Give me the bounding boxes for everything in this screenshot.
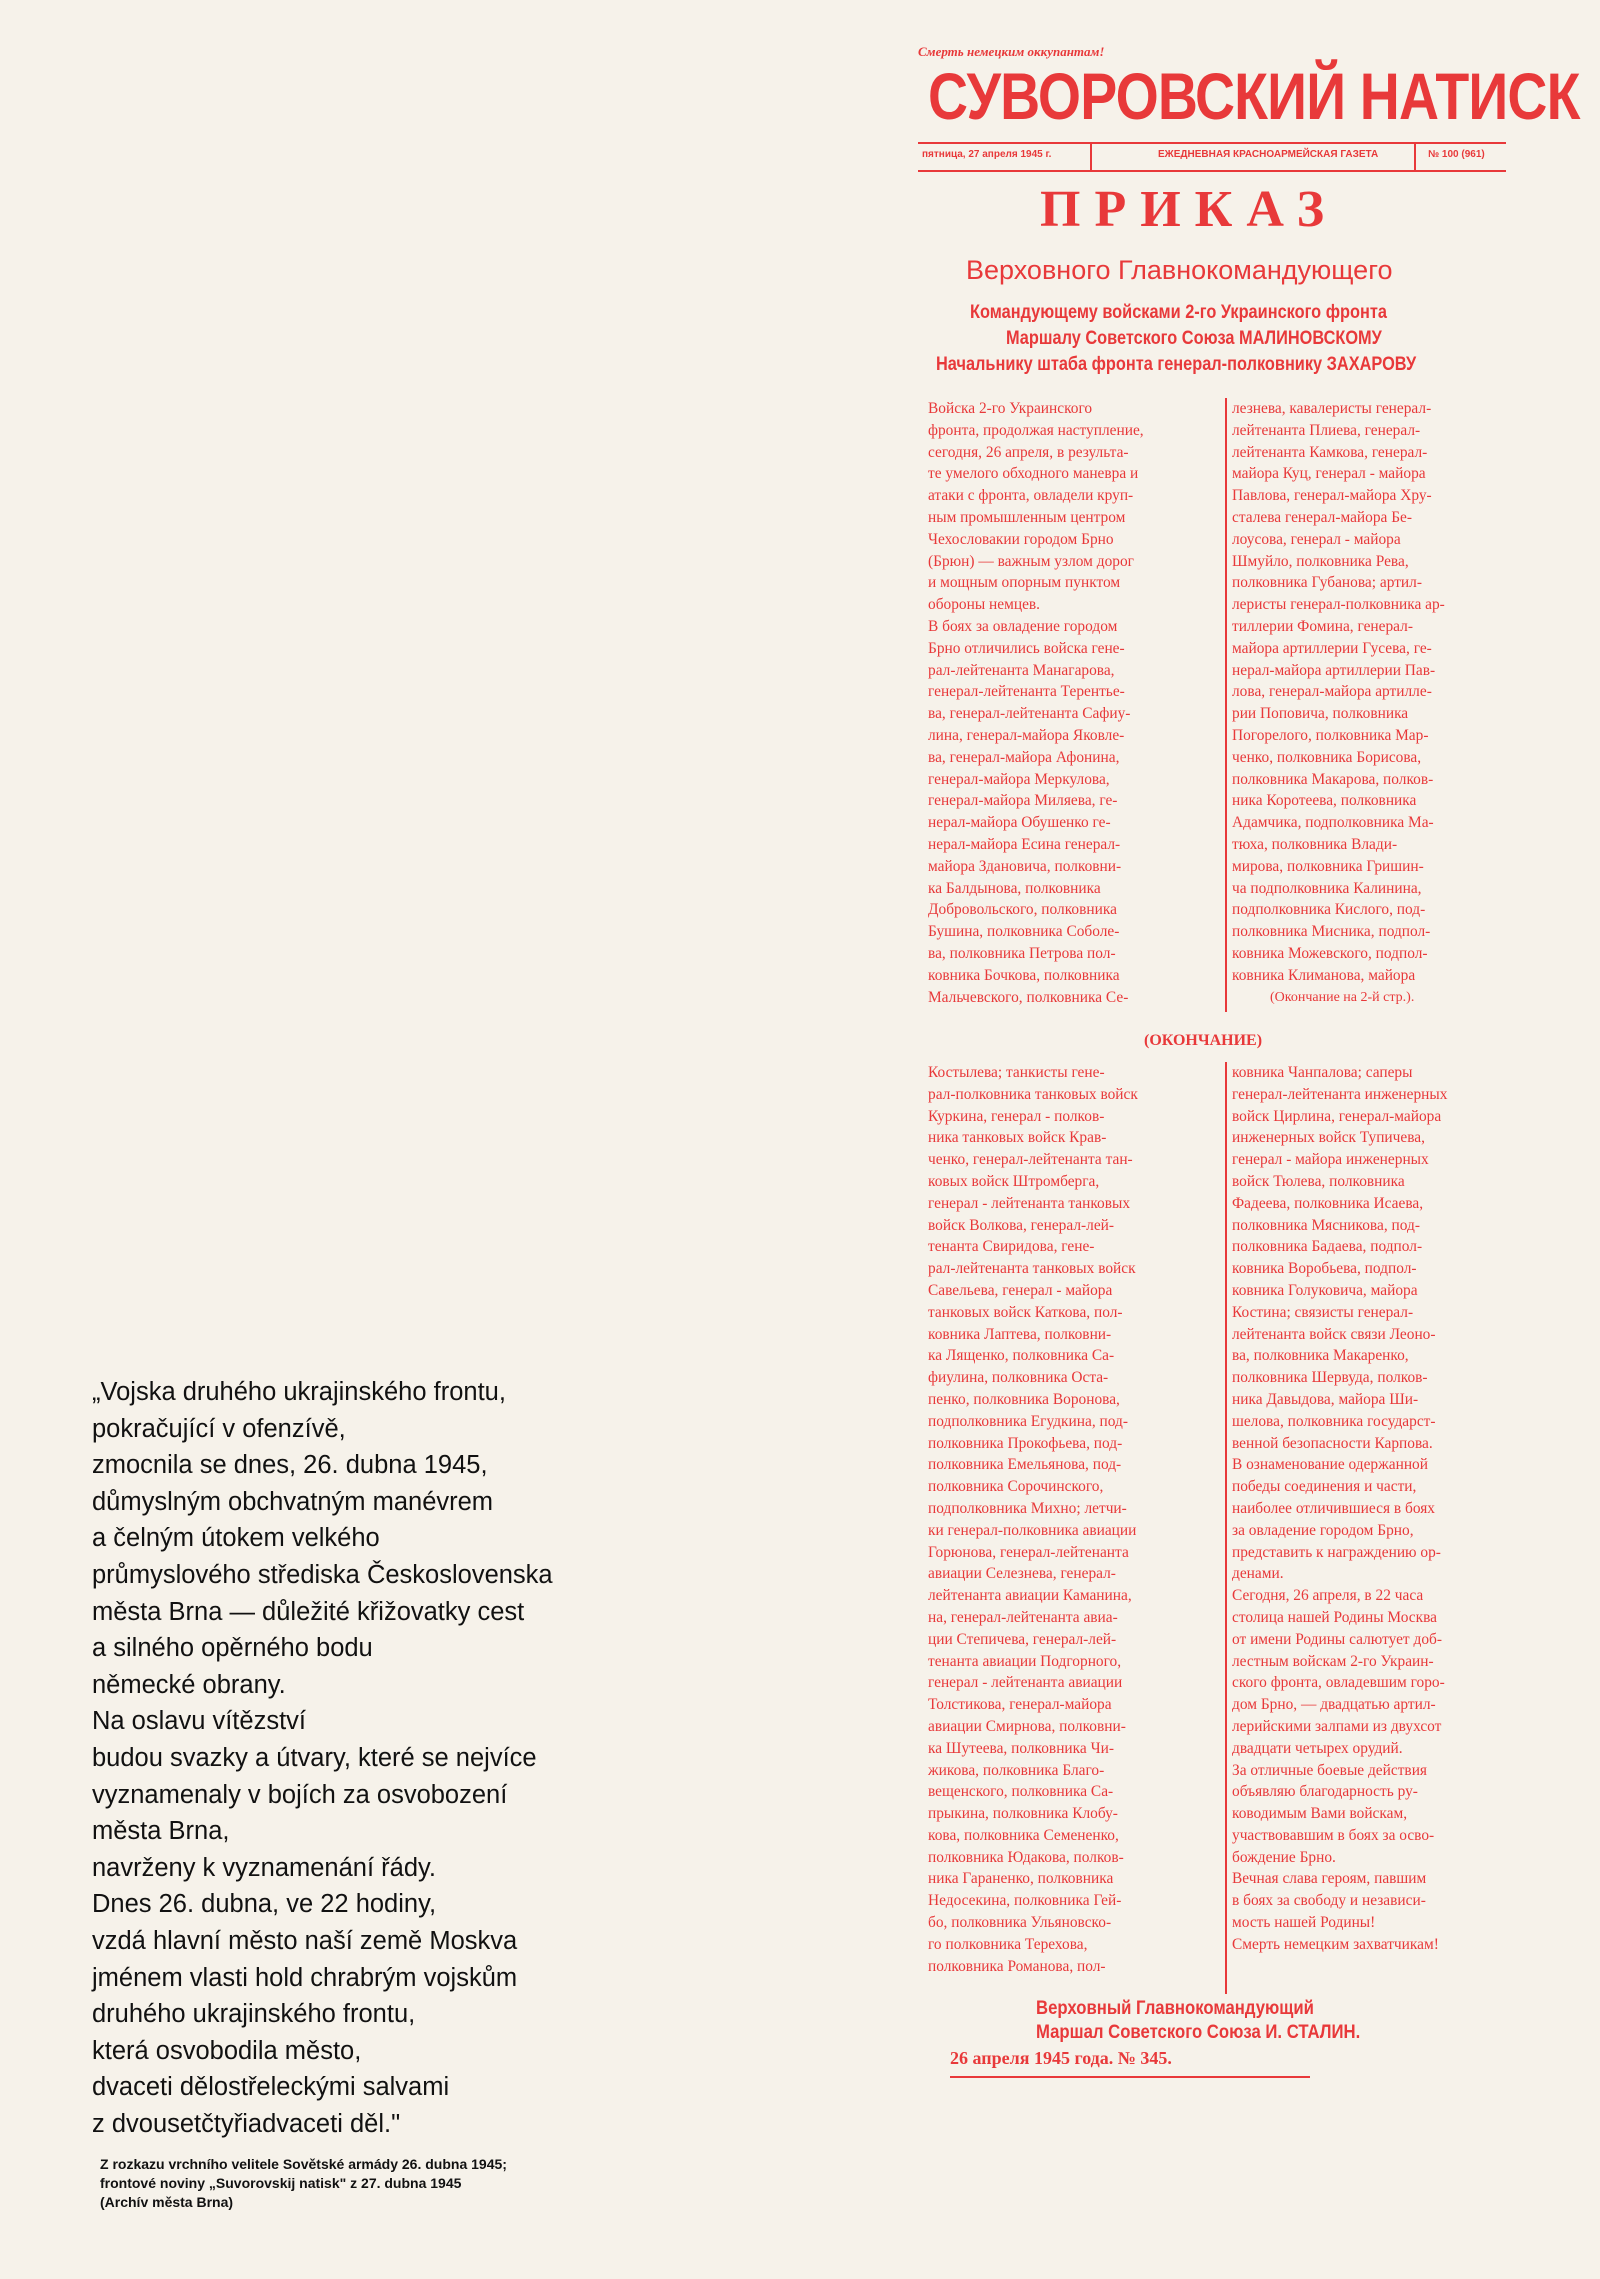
text-line: фронта, продолжая наступление, xyxy=(928,421,1144,439)
slogan: Смерть немецким оккупантам! xyxy=(918,44,1105,59)
ending-label: (ОКОНЧАНИЕ) xyxy=(1144,1032,1263,1049)
text-line: ченко, генерал-лейтенанта тан- xyxy=(928,1151,1133,1169)
text-line: Смерть немецким захватчикам! xyxy=(1232,1935,1439,1953)
text-line: Адамчика, подполковника Ма- xyxy=(1232,814,1434,832)
text-line: подполковника Михно; летчи- xyxy=(928,1499,1127,1517)
text-line: ченко, полковника Борисова, xyxy=(1232,748,1422,766)
text-line: рии Поповича, полковника xyxy=(1232,705,1409,723)
text-line: генерал-лейтенанта Терентье- xyxy=(928,683,1125,701)
text-line: генерал-лейтенанта инженерных xyxy=(1232,1085,1448,1103)
text-line: полковника Макарова, полков- xyxy=(1232,770,1434,788)
column-4 xyxy=(1232,1062,1447,1956)
text-line: на, генерал-лейтенанта авиа- xyxy=(928,1608,1118,1626)
text-line: генерал - майора инженерных xyxy=(1232,1151,1429,1169)
text-line: Брно отличились войска гене- xyxy=(928,639,1125,657)
text-line: фиулина, полковника Оста- xyxy=(928,1369,1109,1387)
text-line: лова, генерал-майора артилле- xyxy=(1232,683,1432,701)
text-line: наиболее отличившиеся в боях xyxy=(1232,1499,1435,1517)
text-line: лейтенанта войск связи Леоно- xyxy=(1232,1325,1436,1343)
text-line: авиации Селезнева, генерал- xyxy=(928,1565,1116,1583)
text-line: В ознаменование одержанной xyxy=(1232,1456,1428,1474)
text-line: рал-лейтенанта Манагарова, xyxy=(928,661,1115,679)
quote-line: a silného opěrného bodu xyxy=(92,1634,373,1663)
order-date: 26 апреля 1945 года. № 345. xyxy=(950,2048,1172,2068)
text-line: лейтенанта Плиева, генерал- xyxy=(1232,421,1421,439)
continued-note: (Окончание на 2-й стр.). xyxy=(1270,990,1415,1005)
text-line: ка Лященко, полковника Са- xyxy=(928,1347,1115,1365)
caption-line: frontové noviny „Suvorovskij natisk" z 27. dubna 1945 xyxy=(100,2175,462,2191)
text-line: вещенского, полковника Са- xyxy=(928,1783,1114,1801)
text-line: лоусова, генерал - майора xyxy=(1232,530,1401,548)
issue-divider xyxy=(1414,144,1416,170)
quote-line: navrženy k vyznamenání řády. xyxy=(92,1853,436,1882)
text-line: подполковника Егудкина, под- xyxy=(928,1412,1128,1430)
text-line: ции Степичева, генерал-лей- xyxy=(928,1630,1117,1648)
text-line: Вечная слава героям, павшим xyxy=(1232,1870,1427,1888)
text-line: ва, генерал-майора Афонина, xyxy=(928,748,1120,766)
text-line: дом Брно, — двадцатью артил- xyxy=(1232,1696,1436,1714)
text-line: полковника Юдакова, полков- xyxy=(928,1848,1124,1866)
text-line: Сегодня, 26 апреля, в 22 часа xyxy=(1232,1587,1424,1605)
text-line: от имени Родины салютует доб- xyxy=(1232,1630,1442,1648)
text-line: тиллерии Фомина, генерал- xyxy=(1232,617,1413,635)
text-line: инженерных войск Тупичева, xyxy=(1232,1129,1425,1147)
subheading: Верховного Главнокомандующего xyxy=(966,255,1393,285)
quote-line: budou svazky a útvary, které se nejvíce xyxy=(92,1743,537,1772)
text-line: жикова, полковника Благо- xyxy=(928,1761,1105,1779)
quote-line: Na oslavu vítězství xyxy=(92,1707,306,1736)
text-line: полковника Мясникова, под- xyxy=(1232,1216,1420,1234)
signature-line: Верховный Главнокомандующий xyxy=(1036,1998,1314,2019)
text-line: пенко, полковника Воронова, xyxy=(928,1390,1120,1408)
text-line: ковника Можевского, подпол- xyxy=(1232,944,1428,962)
quote-line: zmocnila se dnes, 26. dubna 1945, xyxy=(92,1451,488,1480)
text-line: полковника Емельянова, под- xyxy=(928,1456,1122,1474)
text-line: сталева генерал-майора Бе- xyxy=(1232,508,1413,526)
text-line: Чехословакии городом Брно xyxy=(928,530,1114,548)
quote-line: vzdá hlavní město naší země Moskva xyxy=(92,1926,518,1955)
text-line: ника Давыдова, майора Ши- xyxy=(1232,1390,1419,1408)
text-line: представить к награждению ор- xyxy=(1232,1543,1441,1561)
text-line: прыкина, полковника Клобу- xyxy=(928,1805,1118,1823)
text-line: мость нашей Родины! xyxy=(1232,1914,1376,1932)
quote-line: města Brna, xyxy=(92,1817,230,1846)
text-line: Недосекина, полковника Гей- xyxy=(928,1892,1122,1910)
text-line: За отличные боевые действия xyxy=(1232,1761,1428,1779)
text-line: Бушина, полковника Соболе- xyxy=(928,923,1120,941)
text-line: победы соединения и части, xyxy=(1232,1478,1417,1496)
text-line: Мальчевского, полковника Се- xyxy=(928,988,1129,1006)
text-line: ка Шутеева, полковника Чи- xyxy=(928,1739,1114,1757)
text-line: за овладение городом Брно, xyxy=(1232,1521,1414,1539)
text-line: ковника Чанпалова; саперы xyxy=(1232,1064,1413,1081)
text-line: майора артиллерии Гусева, ге- xyxy=(1232,639,1432,657)
text-line: кова, полковника Семененко, xyxy=(928,1826,1119,1844)
text-line: бо, полковника Ульяновско- xyxy=(928,1914,1112,1932)
text-line: лейтенанта авиации Каманина, xyxy=(928,1587,1132,1605)
text-line: Савельева, генерал - майора xyxy=(928,1281,1113,1299)
text-line: ковника Лаптева, полковни- xyxy=(928,1325,1112,1343)
text-line: ковых войск Штромберга, xyxy=(928,1172,1100,1190)
quote-line: průmyslového střediska Československa xyxy=(92,1560,553,1589)
text-line: шелова, полковника государст- xyxy=(1232,1412,1436,1430)
quote-line: dvaceti dělostřeleckými salvami xyxy=(92,2073,450,2102)
text-line: участвовавшим в боях за осво- xyxy=(1232,1826,1435,1844)
text-line: атаки с фронта, овладели круп- xyxy=(928,487,1134,505)
text-line: танковых войск Каткова, пол- xyxy=(928,1303,1123,1321)
text-line: войск Тюлева, полковника xyxy=(1232,1172,1405,1190)
text-line: генерал-майора Миляева, ге- xyxy=(928,792,1118,810)
text-line: полковника Романова, пол- xyxy=(928,1957,1106,1975)
column-rule xyxy=(1225,398,1227,1012)
quote-line: „Vojska druhého ukrajinského frontu, xyxy=(92,1378,506,1406)
caption-line: Z rozkazu vrchního velitele Sovětské armády 26. dubna 1945; xyxy=(100,2156,507,2172)
column-2 xyxy=(1232,398,1445,987)
text-line: ника Гараненко, полковника xyxy=(928,1870,1114,1888)
text-line: полковника Шервуда, полков- xyxy=(1232,1369,1428,1387)
text-line: полковника Бадаева, подпол- xyxy=(1232,1238,1423,1256)
closing-rule xyxy=(950,2076,1310,2078)
address-line: Начальнику штаба фронта генерал-полковнику ЗАХАРОВУ xyxy=(936,354,1417,375)
quote-line: jménem vlasti hold chrabrým vojskům xyxy=(92,1963,518,1992)
newspaper-title: СУВОРОВСКИЙ НАТИСК xyxy=(928,59,1580,133)
column-1 xyxy=(928,398,1144,1008)
quote-line: pokračující v ofenzívě, xyxy=(92,1414,346,1443)
text-line: леристы генерал-полковника ар- xyxy=(1232,596,1445,614)
text-line: ковника Климанова, майора xyxy=(1232,966,1416,984)
text-line: рал-полковника танковых войск xyxy=(928,1085,1138,1103)
text-line: генерал - лейтенанта авиации xyxy=(928,1674,1123,1692)
text-line: генерал-майора Меркулова, xyxy=(928,770,1110,788)
text-line: сегодня, 26 апреля, в результа- xyxy=(928,443,1129,461)
date-bar xyxy=(918,142,1506,172)
text-line: лина, генерал-майора Яковле- xyxy=(928,726,1125,744)
text-line: и мощным опорным пунктом xyxy=(928,574,1121,592)
text-line: лейтенанта Камкова, генерал- xyxy=(1232,443,1428,461)
text-line: нерал-майора Есина генерал- xyxy=(928,835,1121,853)
quote-line: která osvobodila město, xyxy=(92,2036,362,2065)
text-line: (Брюн) — важным узлом дорог xyxy=(928,552,1134,570)
text-line: генерал - лейтенанта танковых xyxy=(928,1194,1131,1212)
signature-line: Маршал Советского Союза И. СТАЛИН. xyxy=(1036,2022,1361,2043)
text-line: войск Цирлина, генерал-майора xyxy=(1232,1107,1442,1125)
text-line: ва, полковника Петрова пол- xyxy=(928,944,1116,962)
heading: ПРИКАЗ xyxy=(1040,181,1339,238)
text-line: ки генерал-полковника авиации xyxy=(928,1521,1137,1539)
text-line: в боях за свободу и независи- xyxy=(1232,1892,1426,1910)
quote-line: Dnes 26. dubna, ve 22 hodiny, xyxy=(92,1890,437,1919)
quote-line: města Brna — důležité křižovatky cest xyxy=(92,1597,525,1626)
text-line: тюха, полковника Влади- xyxy=(1232,835,1398,853)
text-line: Павлова, генерал-майора Хру- xyxy=(1232,487,1432,505)
text-line: полковника Прокофьева, под- xyxy=(928,1434,1123,1452)
text-line: Куркина, генерал - полков- xyxy=(928,1107,1105,1125)
text-line: те умелого обходного маневра и xyxy=(928,465,1139,483)
text-line: венной безопасности Карпова. xyxy=(1232,1434,1433,1452)
quote-line: důmyslným obchvatným manévrem xyxy=(92,1487,494,1516)
text-line: нерал-майора Обушенко ге- xyxy=(928,814,1111,832)
text-line: ского фронта, овладевшим горо- xyxy=(1232,1674,1445,1692)
text-line: лестным войскам 2-го Украин- xyxy=(1232,1652,1434,1670)
address-line: Маршалу Советского Союза МАЛИНОВСКОМУ xyxy=(1006,328,1382,349)
text-line: ным промышленным центром xyxy=(928,508,1126,526)
text-line: го полковника Терехова, xyxy=(928,1935,1088,1953)
column-rule xyxy=(1225,1062,1227,1994)
text-line: бождение Брно. xyxy=(1232,1848,1336,1866)
text-line: ника Коротеева, полковника xyxy=(1232,792,1417,810)
text-line: ча подполковника Калинина, xyxy=(1232,879,1422,897)
text-line: ва, полковника Макаренко, xyxy=(1232,1347,1409,1365)
text-line: рал-лейтенанта танковых войск xyxy=(928,1260,1136,1278)
text-line: лезнева, кавалеристы генерал- xyxy=(1232,400,1432,417)
paper-subtitle: ЕЖЕДНЕВНАЯ КРАСНОАРМЕЙСКАЯ ГАЗЕТА xyxy=(1158,149,1379,160)
text-line: обороны немцев. xyxy=(928,596,1041,614)
text-line: Погорелого, полковника Мар- xyxy=(1232,726,1429,744)
text-line: тенанта Свиридова, гене- xyxy=(928,1238,1095,1256)
issue-number: № 100 (961) xyxy=(1428,149,1485,160)
text-line: ва, генерал-лейтенанта Сафиу- xyxy=(928,705,1131,723)
text-line: ковника Бочкова, полковника xyxy=(928,966,1120,984)
text-line: ковника Воробьева, подпол- xyxy=(1232,1260,1417,1278)
text-line: полковника Мисника, подпол- xyxy=(1232,923,1431,941)
text-line: двадцати четырех орудий. xyxy=(1232,1739,1403,1757)
quote-line: druhého ukrajinského frontu, xyxy=(92,2000,416,2029)
date-divider xyxy=(1090,144,1092,170)
text-line: Толстикова, генерал-майора xyxy=(928,1696,1112,1714)
quote-line: německé obrany. xyxy=(92,1670,286,1699)
text-line: столица нашей Родины Москва xyxy=(1232,1608,1438,1626)
text-line: Фадеева, полковника Исаева, xyxy=(1232,1194,1424,1212)
text-line: ка Балдынова, полковника xyxy=(928,879,1101,897)
text-line: авиации Смирнова, полковни- xyxy=(928,1717,1126,1735)
text-line: майора Куц, генерал - майора xyxy=(1232,465,1426,483)
text-line: мирова, полковника Гришин- xyxy=(1232,857,1424,875)
text-line: В боях за овладение городом xyxy=(928,617,1118,635)
text-line: объявляю благодарность ру- xyxy=(1232,1783,1418,1801)
text-line: ковника Голуковича, майора xyxy=(1232,1281,1418,1299)
text-line: Добровольского, полковника xyxy=(928,901,1117,919)
text-line: Горюнова, генерал-лейтенанта xyxy=(928,1543,1129,1561)
column-3 xyxy=(928,1062,1138,1977)
quote-line: vyznamenaly v bojích za osvobození xyxy=(92,1780,508,1809)
text-line: ника танковых войск Крав- xyxy=(928,1129,1107,1147)
text-line: полковника Сорочинского, xyxy=(928,1478,1104,1496)
text-line: ководимым Вами войскам, xyxy=(1232,1805,1408,1823)
text-line: войск Волкова, генерал-лей- xyxy=(928,1216,1115,1234)
text-line: Шмуйло, полковника Рева, xyxy=(1232,552,1409,570)
text-line: Костина; связисты генерал- xyxy=(1232,1303,1414,1321)
text-line: подполковника Кислого, под- xyxy=(1232,901,1426,919)
text-line: нерал-майора артиллерии Пав- xyxy=(1232,661,1436,679)
quote-line: a čelným útokem velkého xyxy=(92,1524,380,1553)
text-line: денами. xyxy=(1232,1565,1284,1583)
text-line: Костылева; танкисты гене- xyxy=(928,1064,1105,1081)
text-line: майора Здановича, полковни- xyxy=(928,857,1122,875)
address-line: Командующему войсками 2-го Украинского фронта xyxy=(970,302,1387,323)
text-line: полковника Губанова; артил- xyxy=(1232,574,1422,592)
text-line: Войска 2-го Украинского xyxy=(928,400,1093,417)
quote-line: z dvousetčtyřiadvaceti děl." xyxy=(92,2109,401,2138)
issue-date: пятница, 27 апреля 1945 г. xyxy=(922,149,1052,160)
text-line: тенанта авиации Подгорного, xyxy=(928,1652,1122,1670)
text-line: лерийскими залпами из двухсот xyxy=(1232,1717,1442,1735)
caption-line: (Archív města Brna) xyxy=(100,2194,234,2210)
